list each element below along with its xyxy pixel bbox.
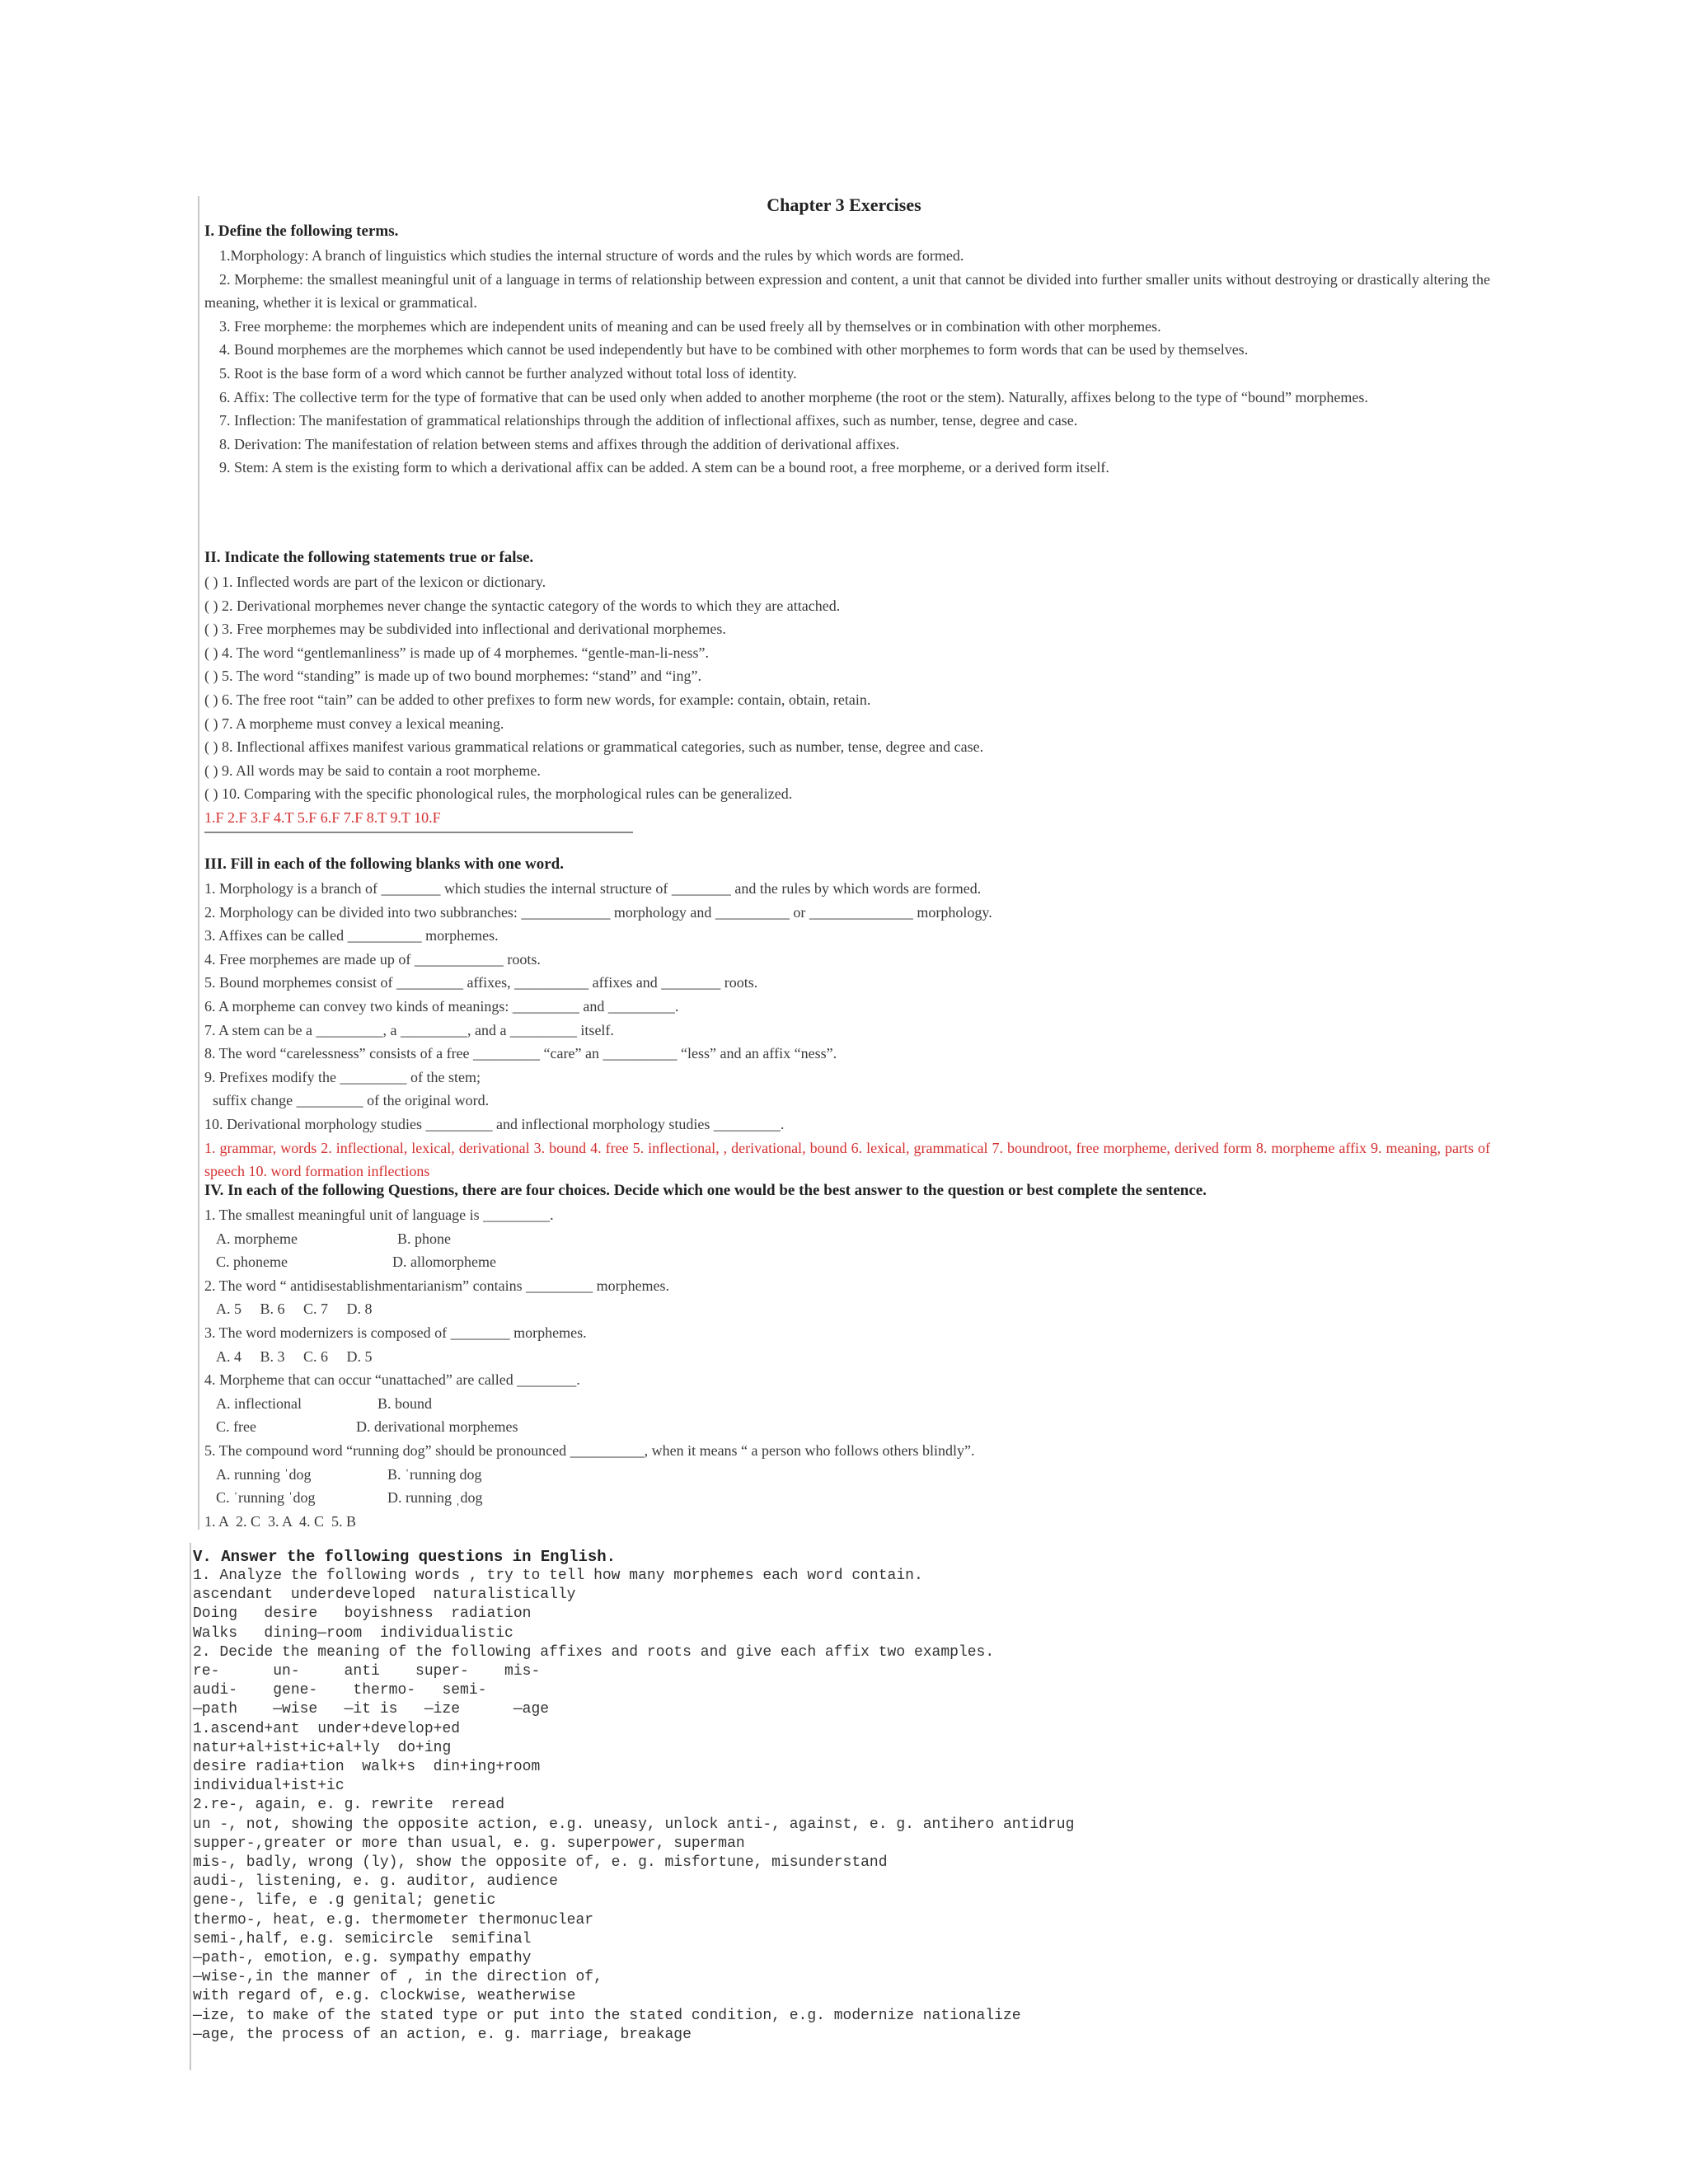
choice-d: D. running ˌdog (387, 1489, 483, 1507)
statement-item: ( ) 10. Comparing with the specific phonological rules, the morphological rules can be generalized. (204, 785, 793, 803)
statement-item: ( ) 6. The free root “tain” can be added to other prefixes to form new words, for example: contain, obtain, retain. (204, 691, 871, 708)
statement-item: ( ) 1. Inflected words are part of the lexicon or dictionary. (204, 574, 546, 590)
section-fill-blanks (204, 852, 1490, 1183)
text-line: —ize, to make of the stated type or put into the stated condition, e.g. modernize nationalize (193, 2007, 1021, 2024)
text-line: 1. Analyze the following words , try to tell how many morphemes each word contain. (193, 1568, 923, 1584)
question-item: 4. Morpheme that can occur “unattached” are called ________. (204, 1371, 580, 1389)
statement-item: ( ) 5. The word “standing” is made up of two bound morphemes: “stand” and “ing”. (204, 668, 702, 685)
answer-underline (204, 832, 633, 833)
choice-c: C. phoneme (216, 1254, 288, 1271)
question-item: 1. The smallest meaningful unit of language is _________. (204, 1207, 554, 1223)
blank-item: suffix change _________ of the original word. (213, 1092, 490, 1109)
blank-item: 3. Affixes can be called __________ morphemes. (204, 927, 499, 944)
text-line: with regard of, e.g. clockwise, weatherwise (193, 1988, 576, 2005)
blank-item: 1. Morphology is a branch of ________ which studies the internal structure of ________ and the rules by which words are formed. (204, 880, 982, 897)
definition-item: 6. Affix: The collective term for the type of formative that can be used only when added to another morpheme (the root or the stem). Naturally, affixes belong to the type of “bound” morphemes. (219, 388, 1368, 405)
definition-item: 7. Inflection: The manifestation of grammatical relationships through the addition of inflectional affixes, such as number, tense, degree and case. (219, 412, 1078, 429)
blank-item: 6. A morpheme can convey two kinds of meanings: _________ and _________. (204, 997, 679, 1015)
answer-key: 1. A 2. C 3. A 4. C 5. B (204, 1512, 357, 1530)
left-margin-rule-lower (190, 1543, 191, 2070)
section-answer-questions (193, 1547, 1479, 2045)
blank-item: 7. A stem can be a _________, a _________, and a _________ itself. (204, 1021, 614, 1038)
definition-item: 3. Free morpheme: the morphemes which are independent units of meaning and can be used freely all by themselves or in combination with other morphemes. (219, 317, 1161, 335)
blank-item: 10. Derivational morphology studies _________ and inflectional morphology studies _________. (204, 1115, 785, 1132)
text-line: supper-,greater or more than usual, e. g. superpower, superman (193, 1835, 745, 1852)
choice-a: A. running ˈdog (216, 1465, 312, 1483)
page-title: Chapter 3 Exercises (767, 194, 921, 215)
choice-c: C. free (216, 1418, 256, 1436)
statement-item: ( ) 4. The word “gentlemanliness” is made up of 4 morphemes. “gentle-man-li-ness”. (204, 644, 709, 661)
choice-row (204, 1415, 1490, 1439)
answer-key: 1. grammar, words 2. inflectional, lexical, derivational 3. bound 4. free 5. inflectional, , derivational, bound 6. lexical, grammatical 7. boundroot, free morpheme, derived form 8. morpheme affix 9. meaning, parts of speech 10. word formation inflections (204, 1139, 1490, 1180)
question-item: 3. The word modernizers is composed of ________ morphemes. (204, 1324, 587, 1341)
choice-row (204, 1392, 1490, 1416)
text-line: 2.re-, again, e. g. rewrite reread (193, 1797, 505, 1814)
answer-key: 1.F 2.F 3.F 4.T 5.F 6.F 7.F 8.T 9.T 10.F (204, 808, 441, 826)
statement-item: ( ) 7. A morpheme must convey a lexical meaning. (204, 715, 504, 732)
choice-b: B. phone (397, 1230, 451, 1247)
blank-item: 9. Prefixes modify the _________ of the stem; (204, 1068, 481, 1085)
question-item: 2. The word “ antidisestablishmentarianism” contains _________ morphemes. (204, 1277, 670, 1294)
text-line: mis-, badly, wrong (ly), show the opposite of, e. g. misfortune, misunderstand (193, 1854, 888, 1872)
statement-item: ( ) 2. Derivational morphemes never change the syntactic category of the words to which they are attached. (204, 597, 841, 614)
section-heading: I. Define the following terms. (204, 223, 399, 240)
section-definitions (204, 219, 1490, 480)
choice-b: B. ˈrunning dog (387, 1465, 482, 1483)
statement-item: ( ) 8. Inflectional affixes manifest various grammatical relations or grammatical categories, such as number, tense, degree and case. (204, 738, 984, 756)
text-line: Doing desire boyishness radiation (193, 1605, 532, 1623)
choice-b: B. bound (377, 1394, 433, 1412)
question-item: 5. The compound word “running dog” should be pronounced __________, when it means “ a person who follows others blindly”. (204, 1441, 975, 1459)
text-line: audi-, listening, e. g. auditor, audience (193, 1873, 558, 1891)
text-line: Walks dining—room individualistic (193, 1624, 513, 1642)
blank-item: 5. Bound morphemes consist of _________ affixes, __________ affixes and ________ roots. (204, 974, 758, 991)
text-line: 1.ascend+ant under+develop+ed (193, 1720, 461, 1737)
blank-item: 4. Free morphemes are made up of ____________ roots. (204, 950, 541, 968)
definition-item: 1.Morphology: A branch of linguistics which studies the internal structure of words and the rules by which words are formed. (219, 247, 964, 264)
definition-item: 4. Bound morphemes are the morphemes which cannot be used independently but have to be combined with other morphemes to form words that can be used by themselves. (219, 341, 1249, 359)
text-line: ascendant underdeveloped naturalistically (193, 1586, 576, 1604)
blank-item: 2. Morphology can be divided into two subbranches: ____________ morphology and __________ or ______________ morphology. (204, 903, 992, 921)
choice-d: D. derivational morphemes (356, 1418, 518, 1436)
text-line: individual+ist+ic (193, 1778, 345, 1795)
text-line: audi- gene- thermo- semi- (193, 1682, 487, 1699)
text-line: semi-,half, e.g. semicircle semifinal (193, 1930, 532, 1947)
choice-row (204, 1486, 1490, 1510)
text-line: un -, not, showing the opposite action, e.g. uneasy, unlock anti-, against, e. g. antihero antidrug (193, 1816, 1075, 1833)
section-heading: IV. In each of the following Questions, there are four choices. Decide which one would be the best answer to the question or best complete the sentence. (204, 1182, 1207, 1199)
choice-row (204, 1250, 1490, 1274)
statement-item: ( ) 9. All words may be said to contain a root morpheme. (204, 762, 541, 779)
statement-item: ( ) 3. Free morphemes may be subdivided into inflectional and derivational morphemes. (204, 621, 726, 638)
definition-item: 2. Morpheme: the smallest meaningful unit of a language in terms of relationship between expression and content, a unit that cannot be divided into further smaller units without destroying or drastically altering the meaning, whether it is lexical or grammatical. (204, 270, 1490, 312)
section-multiple-choice (204, 1179, 1490, 1533)
left-margin-rule (198, 196, 199, 1530)
text-line: re- un- anti super- mis- (193, 1663, 541, 1680)
choice-a: A. inflectional (216, 1394, 302, 1412)
text-line: —path —wise —it is —ize —age (193, 1701, 550, 1718)
text-line: —path-, emotion, e.g. sympathy empathy (193, 1950, 532, 1967)
choice-row: A. 4 B. 3 C. 6 D. 5 (216, 1347, 373, 1365)
text-line: natur+al+ist+ic+al+ly do+ing (193, 1739, 452, 1756)
section-heading: V. Answer the following questions in English. (193, 1548, 617, 1566)
blank-item: 8. The word “carelessness” consists of a free _________ “care” an __________ “less” and an affix “ness”. (204, 1045, 837, 1062)
section-heading: III. Fill in each of the following blanks with one word. (204, 855, 564, 873)
choice-row (204, 1227, 1490, 1251)
text-line: 2. Decide the meaning of the following affixes and roots and give each affix two examples. (193, 1643, 995, 1661)
choice-a: A. morpheme (216, 1230, 298, 1247)
text-line: —wise-,in the manner of , in the direction of, (193, 1969, 603, 1986)
text-line: desire radia+tion walk+s din+ing+room (193, 1759, 541, 1776)
choice-c: C. ˈrunning ˈdog (216, 1489, 316, 1507)
choice-row: A. 5 B. 6 C. 7 D. 8 (216, 1301, 373, 1318)
definition-item: 8. Derivation: The manifestation of relation between stems and affixes through the addition of derivational affixes. (219, 435, 900, 452)
definition-item: 9. Stem: A stem is the existing form to which a derivational affix can be added. A stem can be a bound root, a free morpheme, or a derived form itself. (219, 459, 1109, 476)
choice-d: D. allomorpheme (392, 1254, 496, 1271)
text-line: thermo-, heat, e.g. thermometer thermonuclear (193, 1911, 594, 1929)
definition-item: 5. Root is the base form of a word which cannot be further analyzed without total loss of identity. (219, 364, 797, 382)
text-line: —age, the process of an action, e. g. marriage, breakage (193, 2026, 692, 2043)
section-heading: II. Indicate the following statements true or false. (204, 549, 534, 566)
choice-row (204, 1463, 1490, 1487)
text-line: gene-, life, e .g genital; genetic (193, 1892, 496, 1910)
section-true-false (204, 546, 1490, 838)
